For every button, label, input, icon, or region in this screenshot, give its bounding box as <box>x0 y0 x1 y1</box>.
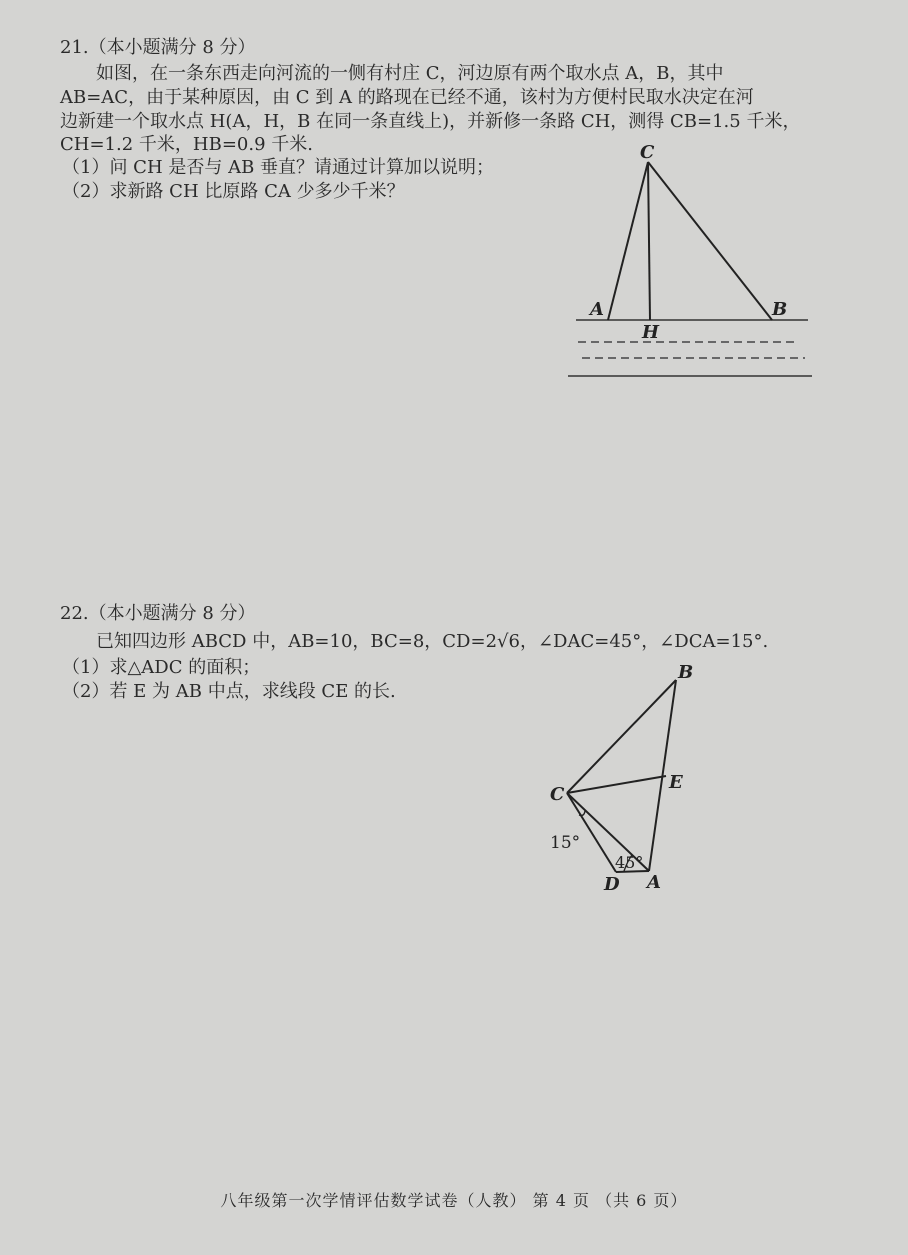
q22-segment-cb <box>567 680 676 793</box>
q21-segment-cb <box>648 162 772 320</box>
q22-label-c: C <box>550 784 565 805</box>
q21-segment-ca <box>608 162 648 320</box>
q22-label-b: B <box>678 662 694 683</box>
q21-part-1: （1）问 CH 是否与 AB 垂直？请通过计算加以说明； <box>62 157 495 178</box>
q22-angle-c-label: 15° <box>550 833 581 853</box>
q21-text-line-1: 如图，在一条东西走向河流的一侧有村庄 C，河边原有两个取水点 A，B，其中 <box>96 63 724 84</box>
q22-label-a: A <box>647 872 661 893</box>
q21-label-b: B <box>772 299 788 320</box>
q22-figure <box>540 655 710 895</box>
q22-angle-a-label: 45° <box>615 853 644 872</box>
q21-label-c: C <box>640 142 655 163</box>
q21-label-h: H <box>642 322 660 343</box>
q21-header: 21.（本小题满分 8 分） <box>60 37 256 58</box>
q22-label-e: E <box>669 772 683 793</box>
q22-part-1: （1）求△ADC 的面积； <box>62 657 261 678</box>
q22-part-2: （2）若 E 为 AB 中点，求线段 CE 的长. <box>62 681 396 702</box>
q21-text-line-3: 边新建一个取水点 H(A，H，B 在同一条直线上)，并新修一条路 CH，测得 CB=1.5 千米， <box>60 111 801 132</box>
q21-text-line-4: CH=1.2 千米，HB=0.9 千米. <box>60 134 313 155</box>
q21-text-line-2: AB=AC，由于某种原因，由 C 到 A 的路现在已经不通，该村为方便村民取水决定在河 <box>60 87 754 108</box>
q22-given: 已知四边形 ABCD 中，AB=10，BC=8，CD=2√6，∠DAC=45°，∠DCA=15°. <box>96 631 769 652</box>
q21-segment-ch <box>648 162 650 320</box>
q21-label-a: A <box>590 299 604 320</box>
q21-part-2: （2）求新路 CH 比原路 CA 少多少千米？ <box>62 181 405 202</box>
q22-label-d: D <box>604 874 620 895</box>
q22-header: 22.（本小题满分 8 分） <box>60 603 256 624</box>
page-footer: 八年级第一次学情评估数学试卷（人教） 第 4 页 （共 6 页） <box>220 1191 688 1210</box>
q21-figure <box>560 135 820 385</box>
